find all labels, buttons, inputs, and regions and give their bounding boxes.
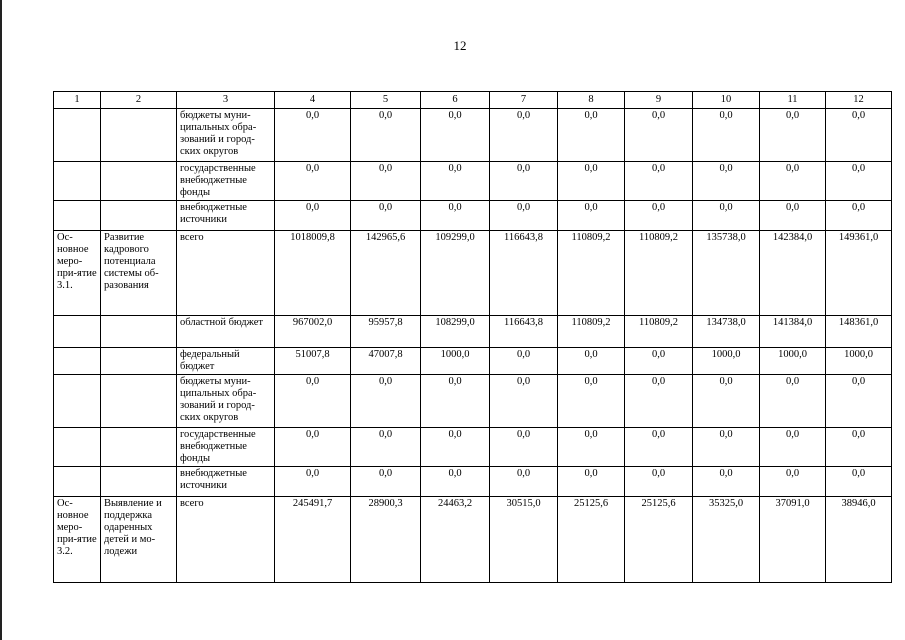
funding-source-cell: всего — [177, 231, 275, 316]
column-header: 2 — [101, 92, 177, 109]
value-cell: 141384,0 — [760, 316, 826, 348]
table-row — [54, 316, 892, 348]
value-cell: 51007,8 — [275, 348, 351, 375]
funding-source-cell: внебюджетные источники — [177, 467, 275, 497]
value-cell: 0,0 — [275, 375, 351, 428]
value-cell: 148361,0 — [826, 316, 892, 348]
table-row — [54, 109, 892, 162]
measure-cell — [54, 316, 101, 348]
value-cell: 0,0 — [693, 428, 760, 467]
value-cell: 0,0 — [625, 348, 693, 375]
value-cell: 25125,6 — [558, 497, 625, 583]
value-cell: 0,0 — [558, 109, 625, 162]
value-cell: 0,0 — [558, 375, 625, 428]
value-cell: 110809,2 — [625, 316, 693, 348]
column-header: 10 — [693, 92, 760, 109]
value-cell: 0,0 — [490, 428, 558, 467]
value-cell: 1000,0 — [693, 348, 760, 375]
measure-name-cell — [101, 375, 177, 428]
value-cell: 245491,7 — [275, 497, 351, 583]
value-cell: 0,0 — [558, 428, 625, 467]
value-cell: 25125,6 — [625, 497, 693, 583]
value-cell: 0,0 — [490, 201, 558, 231]
value-cell: 0,0 — [693, 375, 760, 428]
value-cell: 0,0 — [558, 467, 625, 497]
measure-cell — [54, 162, 101, 201]
value-cell: 0,0 — [351, 201, 421, 231]
value-cell: 0,0 — [558, 348, 625, 375]
value-cell: 108299,0 — [421, 316, 490, 348]
column-header: 4 — [275, 92, 351, 109]
value-cell: 0,0 — [351, 375, 421, 428]
funding-source-cell: внебюджетные источники — [177, 201, 275, 231]
table-row — [54, 428, 892, 467]
column-header: 12 — [826, 92, 892, 109]
value-cell: 47007,8 — [351, 348, 421, 375]
value-cell: 24463,2 — [421, 497, 490, 583]
column-header: 3 — [177, 92, 275, 109]
measure-cell: Ос-новное меро-при-ятие 3.1. — [54, 231, 101, 316]
value-cell: 0,0 — [826, 428, 892, 467]
value-cell: 0,0 — [760, 109, 826, 162]
value-cell: 0,0 — [625, 467, 693, 497]
value-cell: 0,0 — [625, 428, 693, 467]
value-cell: 0,0 — [826, 201, 892, 231]
value-cell: 1000,0 — [421, 348, 490, 375]
measure-name-cell — [101, 162, 177, 201]
value-cell: 110809,2 — [558, 316, 625, 348]
value-cell: 0,0 — [625, 201, 693, 231]
value-cell: 0,0 — [760, 428, 826, 467]
value-cell: 0,0 — [490, 467, 558, 497]
value-cell: 0,0 — [693, 467, 760, 497]
value-cell: 0,0 — [625, 109, 693, 162]
measure-cell — [54, 467, 101, 497]
column-header: 7 — [490, 92, 558, 109]
measure-cell: Ос-новное меро-при-ятие 3.2. — [54, 497, 101, 583]
table-row — [54, 375, 892, 428]
page-left-border — [0, 0, 2, 640]
funding-source-cell: бюджеты муни-ципальных обра-зований и город-ских округов — [177, 109, 275, 162]
funding-source-cell: федеральный бюджет — [177, 348, 275, 375]
column-header: 5 — [351, 92, 421, 109]
value-cell: 28900,3 — [351, 497, 421, 583]
measure-name-cell — [101, 348, 177, 375]
value-cell: 0,0 — [421, 428, 490, 467]
value-cell: 116643,8 — [490, 231, 558, 316]
value-cell: 37091,0 — [760, 497, 826, 583]
value-cell: 149361,0 — [826, 231, 892, 316]
page-number: 12 — [453, 38, 467, 53]
measure-cell — [54, 428, 101, 467]
measure-cell — [54, 348, 101, 375]
column-header: 8 — [558, 92, 625, 109]
value-cell: 0,0 — [490, 348, 558, 375]
table-row — [54, 467, 892, 497]
funding-source-cell: государственные внебюджетные фонды — [177, 428, 275, 467]
value-cell: 0,0 — [275, 162, 351, 201]
table-row — [54, 162, 892, 201]
table-row — [54, 231, 892, 316]
measure-cell — [54, 109, 101, 162]
value-cell: 116643,8 — [490, 316, 558, 348]
value-cell: 0,0 — [490, 162, 558, 201]
value-cell: 0,0 — [275, 109, 351, 162]
value-cell: 0,0 — [558, 201, 625, 231]
measure-name-cell: Развитие кадрового потенциала системы об-разования — [101, 231, 177, 316]
funding-source-cell: областной бюджет — [177, 316, 275, 348]
measure-name-cell — [101, 467, 177, 497]
value-cell: 0,0 — [760, 375, 826, 428]
value-cell: 0,0 — [826, 467, 892, 497]
value-cell: 0,0 — [760, 467, 826, 497]
value-cell: 0,0 — [351, 109, 421, 162]
value-cell: 0,0 — [275, 428, 351, 467]
measure-name-cell — [101, 316, 177, 348]
funding-source-cell: государственные внебюджетные фонды — [177, 162, 275, 201]
value-cell: 0,0 — [760, 162, 826, 201]
column-header: 9 — [625, 92, 693, 109]
value-cell: 0,0 — [826, 109, 892, 162]
table-row — [54, 348, 892, 375]
value-cell: 0,0 — [693, 109, 760, 162]
value-cell: 0,0 — [421, 467, 490, 497]
column-header: 6 — [421, 92, 490, 109]
funding-source-cell: всего — [177, 497, 275, 583]
value-cell: 109299,0 — [421, 231, 490, 316]
value-cell: 0,0 — [693, 201, 760, 231]
value-cell: 1018009,8 — [275, 231, 351, 316]
value-cell: 142965,6 — [351, 231, 421, 316]
measure-cell — [54, 201, 101, 231]
value-cell: 135738,0 — [693, 231, 760, 316]
value-cell: 0,0 — [760, 201, 826, 231]
value-cell: 0,0 — [625, 375, 693, 428]
value-cell: 142384,0 — [760, 231, 826, 316]
value-cell: 0,0 — [421, 162, 490, 201]
value-cell: 0,0 — [351, 467, 421, 497]
measure-cell — [54, 375, 101, 428]
table-row — [54, 497, 892, 583]
value-cell: 0,0 — [490, 109, 558, 162]
value-cell: 95957,8 — [351, 316, 421, 348]
value-cell: 1000,0 — [826, 348, 892, 375]
column-header: 11 — [760, 92, 826, 109]
funding-source-cell: бюджеты муни-ципальных обра-зований и город-ских округов — [177, 375, 275, 428]
table-row — [54, 201, 892, 231]
value-cell: 0,0 — [558, 162, 625, 201]
value-cell: 38946,0 — [826, 497, 892, 583]
table-header-row — [54, 92, 892, 109]
value-cell: 0,0 — [275, 201, 351, 231]
measure-name-cell — [101, 201, 177, 231]
value-cell: 110809,2 — [625, 231, 693, 316]
value-cell: 0,0 — [421, 201, 490, 231]
value-cell: 30515,0 — [490, 497, 558, 583]
budget-table — [53, 91, 892, 583]
value-cell: 0,0 — [826, 375, 892, 428]
value-cell: 0,0 — [490, 375, 558, 428]
value-cell: 110809,2 — [558, 231, 625, 316]
value-cell: 0,0 — [275, 467, 351, 497]
value-cell: 0,0 — [625, 162, 693, 201]
value-cell: 0,0 — [421, 375, 490, 428]
value-cell: 1000,0 — [760, 348, 826, 375]
column-header: 1 — [54, 92, 101, 109]
value-cell: 0,0 — [826, 162, 892, 201]
value-cell: 0,0 — [693, 162, 760, 201]
value-cell: 0,0 — [351, 162, 421, 201]
value-cell: 0,0 — [351, 428, 421, 467]
measure-name-cell — [101, 428, 177, 467]
value-cell: 967002,0 — [275, 316, 351, 348]
value-cell: 0,0 — [421, 109, 490, 162]
value-cell: 35325,0 — [693, 497, 760, 583]
value-cell: 134738,0 — [693, 316, 760, 348]
measure-name-cell — [101, 109, 177, 162]
measure-name-cell: Выявление и поддержка одаренных детей и мо-лодежи — [101, 497, 177, 583]
